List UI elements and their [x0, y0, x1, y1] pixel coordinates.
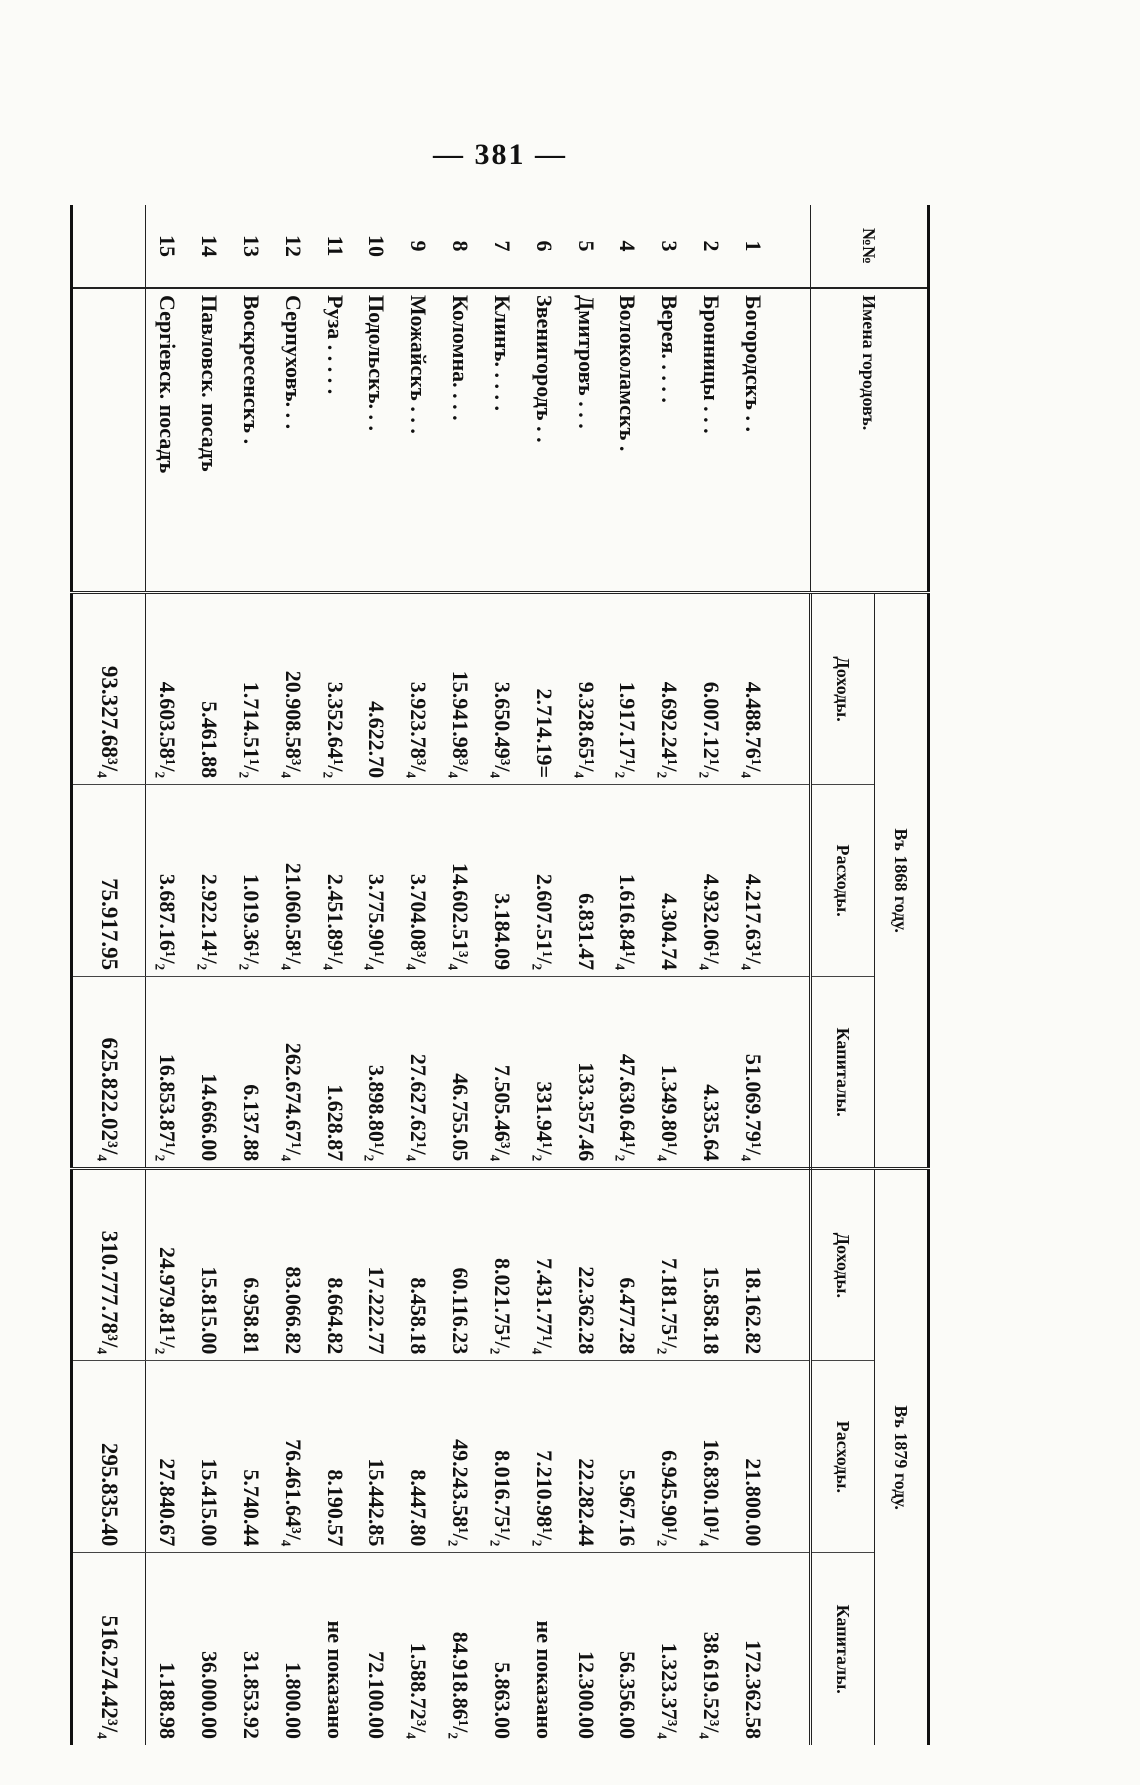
capital-1868-cell: 1.349.80¹/₄	[648, 977, 690, 1169]
expense-1868-cell: 3.184.09	[481, 785, 523, 977]
income-1879-cell: 8.458.18	[397, 1169, 439, 1361]
city-name-cell: Руза . . . . .	[314, 288, 356, 593]
city-number-cell: 6	[523, 205, 565, 288]
capital-1868-cell: 6.137.88	[230, 977, 272, 1169]
expense-1879-cell: 5.740.44	[230, 1361, 272, 1553]
income-1879-cell: 17.222.77	[355, 1169, 397, 1361]
income-1868-cell: 3.923.78³/₄	[397, 593, 439, 785]
header-expense-1868: Расходы.	[811, 785, 875, 977]
header-income-1879: Доходы.	[811, 1169, 875, 1361]
table-row	[146, 205, 189, 1745]
total-capital-1879: 516.274.42³/₄	[72, 1553, 146, 1745]
city-number-cell: 13	[230, 205, 272, 288]
income-1879-cell: 8.021.75¹/₂	[481, 1169, 523, 1361]
capital-1879-cell: 72.100.00	[364, 1651, 390, 1739]
capital-1879-cell: 38.619.52³/₄	[699, 1631, 725, 1739]
capital-1868-cell: 331.94¹/₂	[523, 977, 565, 1169]
city-number-cell: 8	[439, 205, 481, 288]
income-1879-cell: 8.664.82	[314, 1169, 356, 1361]
income-1868-cell: 1.917.17¹/₂	[607, 593, 649, 785]
city-name-cell: Звенигородъ . .	[523, 288, 565, 593]
capital-1868-cell: 4.335.64	[690, 977, 732, 1169]
expense-1879-cell: 15.415.00	[188, 1361, 230, 1553]
income-1879-cell: 22.362.28	[565, 1169, 607, 1361]
capital-1879-cell: 12.300.00	[573, 1651, 599, 1739]
expense-1868-cell: 4.304.74	[648, 785, 690, 977]
capital-1868-cell: 133.357.46	[565, 977, 607, 1169]
expense-1868-cell: 3.687.16¹/₂	[146, 785, 189, 977]
capital-1879-cell: 84.918.86¹/₂	[448, 1631, 474, 1739]
table-row	[314, 205, 356, 1745]
income-1868-cell: 3.650.49³/₄	[481, 593, 523, 785]
total-expense-1879: 295.835.40	[72, 1361, 146, 1553]
income-1879-cell: 6.477.28	[607, 1169, 649, 1361]
city-number-cell: 7	[481, 205, 523, 288]
income-1868-cell: 2.714.19=	[523, 593, 565, 785]
income-1868-cell: 4.622.70	[355, 593, 397, 785]
table-row	[272, 205, 314, 1745]
total-expense-1868: 75.917.95	[72, 785, 146, 977]
city-number-cell: 9	[397, 205, 439, 288]
city-name-cell: Сергіевск. посадъ	[146, 288, 189, 593]
header-year-1868: Въ 1868 году.	[875, 593, 929, 1169]
capital-1868-cell: 27.627.62¹/₄	[397, 977, 439, 1169]
city-number-cell: 2	[690, 205, 732, 288]
income-1879-cell: 24.979.81¹/₂	[146, 1169, 189, 1361]
header-income-1868: Доходы.	[811, 593, 875, 785]
city-name-cell: Серпуховъ. . .	[272, 288, 314, 593]
table-row	[648, 205, 690, 1745]
table-rotation-frame	[70, 205, 930, 1785]
table-body	[146, 205, 811, 1745]
city-number-cell: 15	[146, 205, 189, 288]
city-name-cell: Верея. . . . .	[648, 288, 690, 593]
city-number-cell: 14	[188, 205, 230, 288]
expense-1868-cell: 2.451.89¹/₄	[314, 785, 356, 977]
table-row	[230, 205, 272, 1745]
income-1868-cell: 4.692.24¹/₂	[648, 593, 690, 785]
city-name-cell: Богородскъ . .	[732, 288, 774, 593]
expense-1868-cell: 1.616.84¹/₄	[607, 785, 649, 977]
city-name-cell: Дмитровъ . . .	[565, 288, 607, 593]
expense-1868-cell: 4.217.63¹/₄	[732, 785, 774, 977]
income-1868-cell: 3.352.64¹/₂	[314, 593, 356, 785]
income-1868-cell: 4.488.76¹/₄	[732, 593, 774, 785]
city-number-cell: 11	[314, 205, 356, 288]
income-1868-cell: 4.603.58¹/₂	[146, 593, 189, 785]
expense-1879-cell: 27.840.67	[146, 1361, 189, 1553]
expense-1868-cell: 2.607.51¹/₂	[523, 785, 565, 977]
capital-1879-cell: 36.000.00	[197, 1651, 222, 1739]
page-number: — 381 —	[433, 138, 567, 171]
income-1879-cell: 6.958.81	[230, 1169, 272, 1361]
expense-1868-cell: 2.922.14¹/₂	[188, 785, 230, 977]
capital-1879-cell: 5.863.00	[489, 1662, 515, 1739]
expense-1879-cell: 8.447.80	[397, 1361, 439, 1553]
table-row	[355, 205, 397, 1745]
capital-1879-cell: 56.356.00	[615, 1651, 641, 1739]
totals-no-cell	[72, 205, 146, 288]
income-1879-cell: 15.815.00	[188, 1169, 230, 1361]
income-1868-cell: 15.941.98³/₄	[439, 593, 481, 785]
capital-1868-cell: 3.898.80¹/₂	[355, 977, 397, 1169]
totals-name-cell	[72, 288, 146, 593]
expense-1868-cell: 14.602.51³/₄	[439, 785, 481, 977]
table-row	[481, 205, 523, 1745]
capital-1879-cell: 1.323.37³/₄	[657, 1642, 683, 1739]
expense-1868-cell: 3.775.90¹/₄	[355, 785, 397, 977]
city-name-cell: Бронницы . . .	[690, 288, 732, 593]
totals-row	[72, 205, 146, 1745]
total-income-1879: 310.777.78³/₄	[72, 1169, 146, 1361]
capital-1879-cell: 1.588.72³/₄	[406, 1642, 432, 1739]
expense-1868-cell: 4.932.06¹/₄	[690, 785, 732, 977]
capital-1879-cell: 31.853.92	[238, 1651, 264, 1739]
table-row	[690, 205, 732, 1745]
expense-1879-cell: 7.210.98¹/₂	[523, 1361, 565, 1553]
header-row-years	[875, 205, 929, 1745]
total-capital-1868: 625.822.02³/₄	[72, 977, 146, 1169]
city-name-cell: Воскресенскъ .	[230, 288, 272, 593]
income-1879-cell: 60.116.23	[439, 1169, 481, 1361]
income-1879-cell: 15.858.18	[690, 1169, 732, 1361]
expense-1879-cell: 8.016.75¹/₂	[481, 1361, 523, 1553]
income-1868-cell: 5.461.88	[188, 593, 230, 785]
header-year-1879: Въ 1879 году.	[875, 1169, 929, 1745]
expense-1879-cell: 21.800.00	[732, 1361, 774, 1553]
rotated-table-container	[70, 205, 930, 1785]
capital-1868-cell: 16.853.87¹/₂	[146, 977, 189, 1169]
income-1868-cell: 9.328.65¹/₄	[565, 593, 607, 785]
table-row	[439, 205, 481, 1745]
capital-1868-cell: 51.069.79¹/₄	[732, 977, 774, 1169]
table-row	[732, 205, 774, 1745]
expense-1879-cell: 8.190.57	[314, 1361, 356, 1553]
capital-1879-cell: 1.188.98	[155, 1662, 181, 1739]
table-row	[188, 205, 230, 1745]
city-name-cell: Можайскъ . . .	[397, 288, 439, 593]
city-number-cell: 10	[355, 205, 397, 288]
capital-1868-cell: 1.628.87	[314, 977, 356, 1169]
city-name-cell: Волоколамскъ .	[607, 288, 649, 593]
expense-1868-cell: 3.704.08³/₄	[397, 785, 439, 977]
header-capital-1868: Капиталы.	[811, 977, 875, 1169]
expense-1868-cell: 1.019.36¹/₂	[230, 785, 272, 977]
capital-1868-cell: 262.674.67¹/₄	[272, 977, 314, 1169]
city-name-cell: Подольскъ. . .	[355, 288, 397, 593]
expense-1879-cell: 6.945.90¹/₂	[648, 1361, 690, 1553]
expense-1879-cell: 15.442.85	[355, 1361, 397, 1553]
capital-1868-cell: 47.630.64¹/₂	[607, 977, 649, 1169]
city-name-cell: Клинъ. . . . .	[481, 288, 523, 593]
city-number-cell: 1	[732, 205, 774, 288]
expense-1868-cell: 21.060.58¹/₄	[272, 785, 314, 977]
income-1879-cell: 7.431.77¹/₄	[523, 1169, 565, 1361]
city-name-cell: Коломна. . . .	[439, 288, 481, 593]
city-number-cell: 5	[565, 205, 607, 288]
expense-1868-cell: 6.831.47	[565, 785, 607, 977]
city-number-cell: 4	[607, 205, 649, 288]
total-income-1868: 93.327.68³/₄	[72, 593, 146, 785]
expense-1879-cell: 16.830.10¹/₄	[690, 1361, 732, 1553]
capital-1868-cell: 14.666.00	[188, 977, 230, 1169]
income-1868-cell: 20.908.58³/₄	[272, 593, 314, 785]
expense-1879-cell: 76.461.64³/₄	[272, 1361, 314, 1553]
header-capital-1879: Капиталы.	[811, 1553, 875, 1745]
table-row	[565, 205, 607, 1745]
income-1879-cell: 18.162.82	[732, 1169, 774, 1361]
income-1868-cell: 6.007.12¹/₂	[690, 593, 732, 785]
capital-1879-cell: не показано	[531, 1620, 557, 1739]
city-finance-table	[70, 205, 930, 1745]
table-row	[523, 205, 565, 1745]
capital-1879-cell: 1.800.00	[280, 1662, 306, 1739]
expense-1879-cell: 5.967.16	[607, 1361, 649, 1553]
income-1879-cell: 83.066.82	[272, 1169, 314, 1361]
table-row	[607, 205, 649, 1745]
income-1868-cell: 1.714.51¹/₂	[230, 593, 272, 785]
expense-1879-cell: 22.282.44	[565, 1361, 607, 1553]
income-1879-cell: 7.181.75¹/₂	[648, 1169, 690, 1361]
header-city-names: Имена городовъ.	[811, 288, 929, 593]
header-expense-1879: Расходы.	[811, 1361, 875, 1553]
header-no: №№	[811, 205, 929, 288]
capital-1868-cell: 7.505.46³/₄	[481, 977, 523, 1169]
city-number-cell: 12	[272, 205, 314, 288]
city-name-cell: Павловск. посадъ	[188, 288, 230, 593]
capital-1868-cell: 46.755.05	[439, 977, 481, 1169]
table-row	[397, 205, 439, 1745]
capital-1879-cell: 172.362.58	[740, 1640, 766, 1739]
city-number-cell: 3	[648, 205, 690, 288]
expense-1879-cell: 49.243.58¹/₂	[439, 1361, 481, 1553]
capital-1879-cell: не показано	[322, 1620, 348, 1739]
